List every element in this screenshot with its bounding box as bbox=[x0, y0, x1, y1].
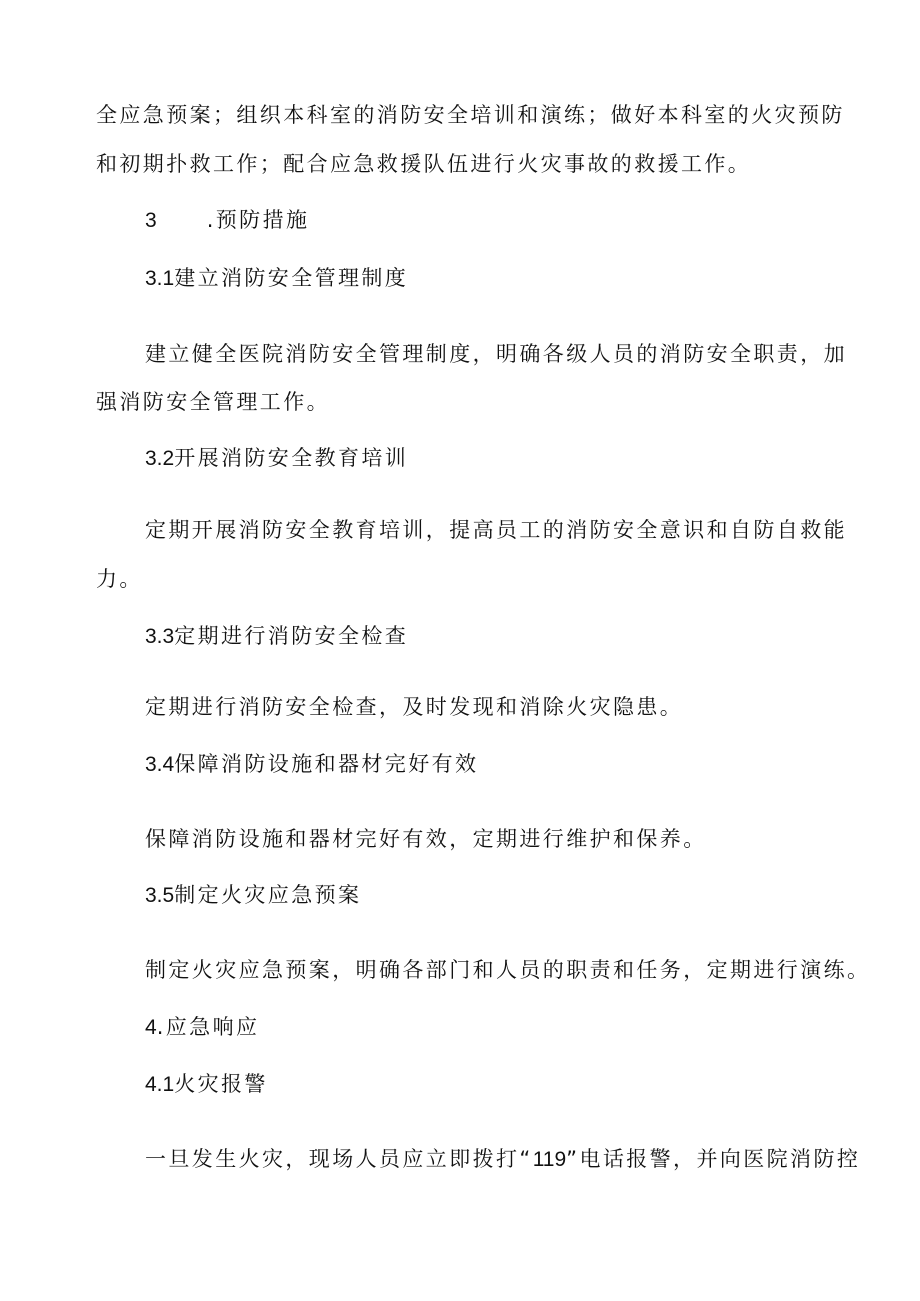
section-title: 制定火灾应急预案 bbox=[174, 883, 362, 907]
section-number: 3.5 bbox=[145, 884, 175, 907]
section-title: 火灾报警 bbox=[174, 1072, 268, 1096]
paragraph-3-1-line-1: 建立健全医院消防安全管理制度，明确各级人员的消防安全职责，加 bbox=[145, 342, 847, 366]
paragraph-text: 一旦发生火灾，现场人员应立即拨打 bbox=[145, 1147, 520, 1171]
paragraph-3-2-line-1: 定期开展消防安全教育培训，提高员工的消防安全意识和自防自救能 bbox=[145, 518, 847, 542]
section-heading-3-1 bbox=[145, 263, 408, 294]
paragraph-3-4-line-1: 保障消防设施和器材完好有效，定期进行维护和保养。 bbox=[145, 827, 707, 851]
section-number: 3 bbox=[145, 209, 157, 232]
emergency-phone-number: 119 bbox=[532, 1148, 567, 1171]
paragraph-3-3-line-1: 定期进行消防安全检查，及时发现和消除火灾隐患。 bbox=[145, 695, 684, 719]
section-number: 4 bbox=[145, 1016, 157, 1039]
section-heading-3-2 bbox=[145, 443, 408, 474]
section-number: 3.1 bbox=[145, 267, 175, 290]
paragraph-intro-line-1: 全应急预案；组织本科室的消防安全培训和演练；做好本科室的火灾预防 bbox=[96, 103, 845, 127]
paragraph-intro-line-2: 和初期扑救工作；配合应急救援队伍进行火灾事故的救援工作。 bbox=[96, 152, 752, 176]
section-number: 3.2 bbox=[145, 447, 175, 470]
section-title: 建立消防安全管理制度 bbox=[174, 266, 409, 290]
paragraph-3-1-line-2: 强消防安全管理工作。 bbox=[96, 390, 330, 414]
quote-open: “ bbox=[519, 1147, 533, 1171]
section-number: 3.4 bbox=[145, 753, 175, 776]
paragraph-4-1-line-1 bbox=[145, 1144, 860, 1175]
section-heading-3-5 bbox=[145, 880, 361, 911]
section-title: .预防措施 bbox=[206, 208, 310, 232]
section-heading-4-1 bbox=[145, 1069, 268, 1100]
section-title: 定期进行消防安全检查 bbox=[174, 624, 409, 648]
section-title: 开展消防安全教育培训 bbox=[174, 446, 409, 470]
paragraph-3-2-line-2: 力。 bbox=[96, 567, 143, 591]
paragraph-3-5-line-1: 制定火灾应急预案，明确各部门和人员的职责和任务，定期进行演练。 bbox=[145, 958, 871, 982]
section-heading-3-3 bbox=[145, 621, 408, 652]
paragraph-text: 电话报警，并向医院消防控 bbox=[579, 1147, 861, 1171]
section-number: 3.3 bbox=[145, 625, 175, 648]
section-title: .应急响应 bbox=[156, 1015, 260, 1039]
quote-close: ” bbox=[566, 1147, 580, 1171]
section-title: 保障消防设施和器材完好有效 bbox=[174, 752, 479, 776]
section-heading-4 bbox=[145, 1012, 259, 1043]
section-number: 4.1 bbox=[145, 1073, 175, 1096]
section-heading-3-4 bbox=[145, 749, 478, 780]
section-heading-3 bbox=[145, 205, 309, 236]
